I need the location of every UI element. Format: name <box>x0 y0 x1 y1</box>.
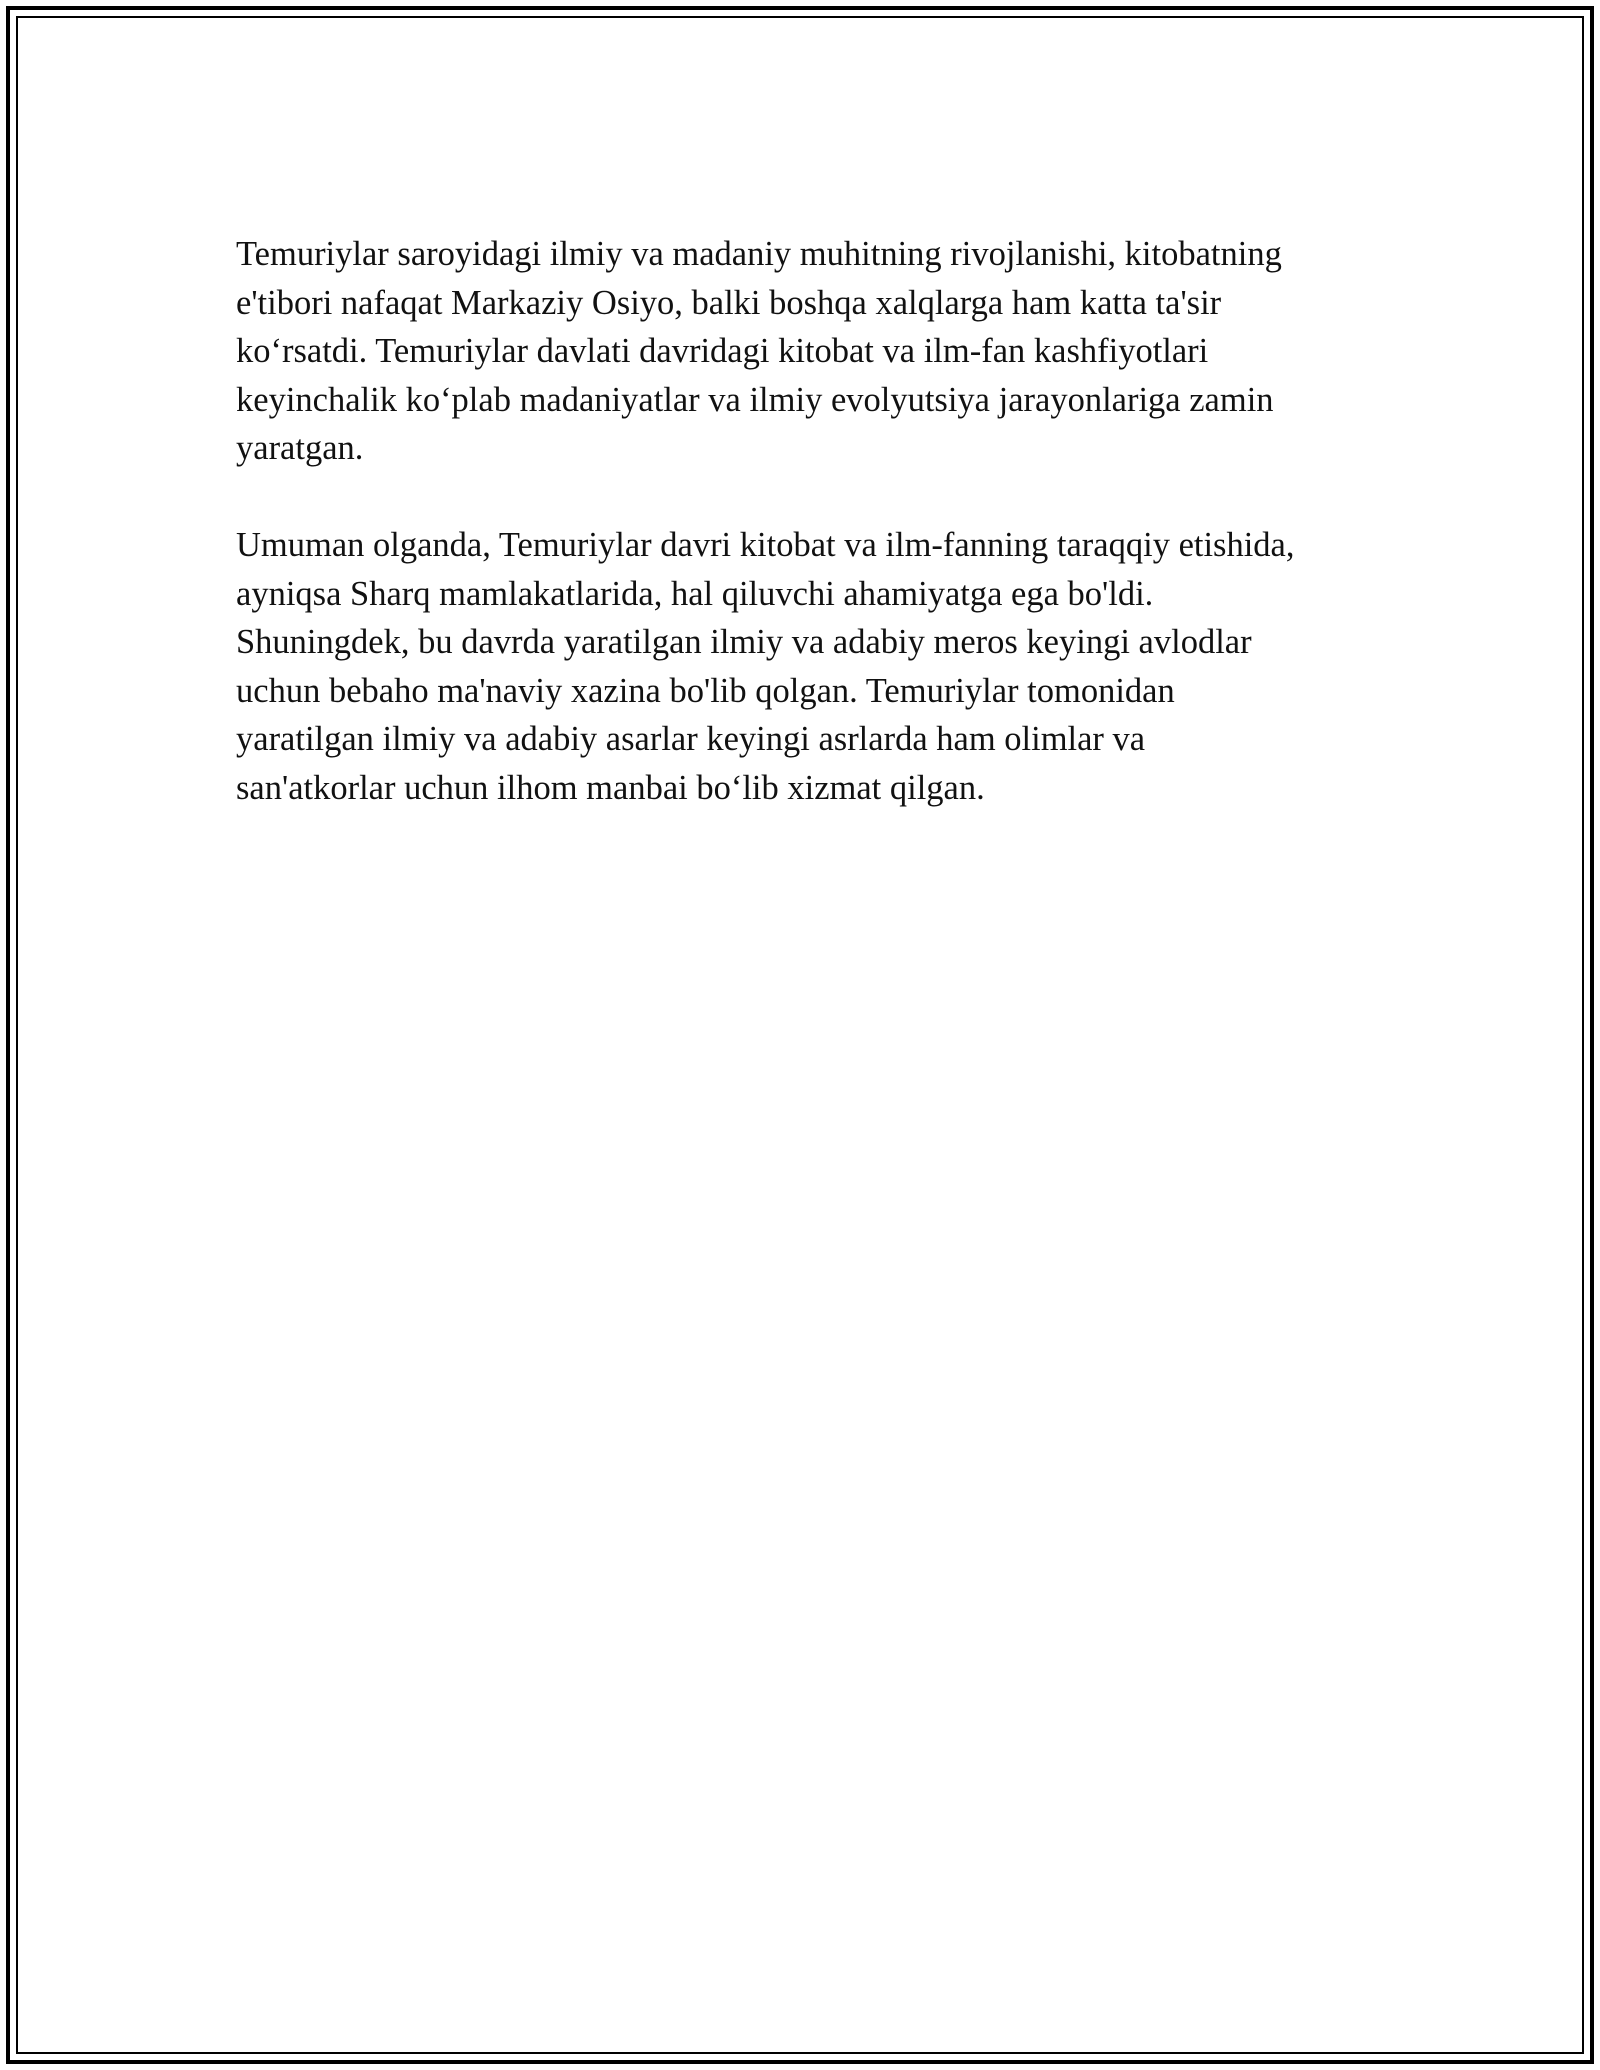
paragraph-1 <box>236 230 1386 473</box>
paragraph-line: uchun bebaho ma'naviy xazina bo'lib qolgan. Temuriylar tomonidan <box>236 671 1175 710</box>
paragraph-2 <box>236 521 1386 812</box>
paragraph-line: Umuman olganda, Temuriylar davri kitobat va ilm-fanning taraqqiy etishida, <box>236 526 1295 564</box>
paragraph-line: e'tibori nafaqat Markaziy Osiyo, balki boshqa xalqlarga ham katta ta'sir <box>236 283 1222 322</box>
paragraph-line: yaratilgan ilmiy va adabiy asarlar keyingi asrlarda ham olimlar va <box>236 720 1146 758</box>
paragraph-line: ko‘rsatdi. Temuriylar davlati davridagi kitobat va ilm-fan kashfiyotlari <box>236 332 1209 370</box>
paragraph-line: Temuriylar saroyidagi ilmiy va madaniy muhitning rivojlanishi, kitobatning <box>236 235 1282 273</box>
document-body <box>236 230 1386 861</box>
paragraph-line: Shuningdek, bu davrda yaratilgan ilmiy va adabiy meros keyingi avlodlar <box>236 623 1252 661</box>
paragraph-line: ayniqsa Sharq mamlakatlarida, hal qiluvchi ahamiyatga ega bo'ldi. <box>236 574 1154 613</box>
paragraph-line: keyinchalik ko‘plab madaniyatlar va ilmiy evolyutsiya jarayonlariga zamin <box>236 380 1274 419</box>
paragraph-line: san'atkorlar uchun ilhom manbai bo‘lib xizmat qilgan. <box>236 768 985 807</box>
paragraph-line: yaratgan. <box>236 429 364 467</box>
